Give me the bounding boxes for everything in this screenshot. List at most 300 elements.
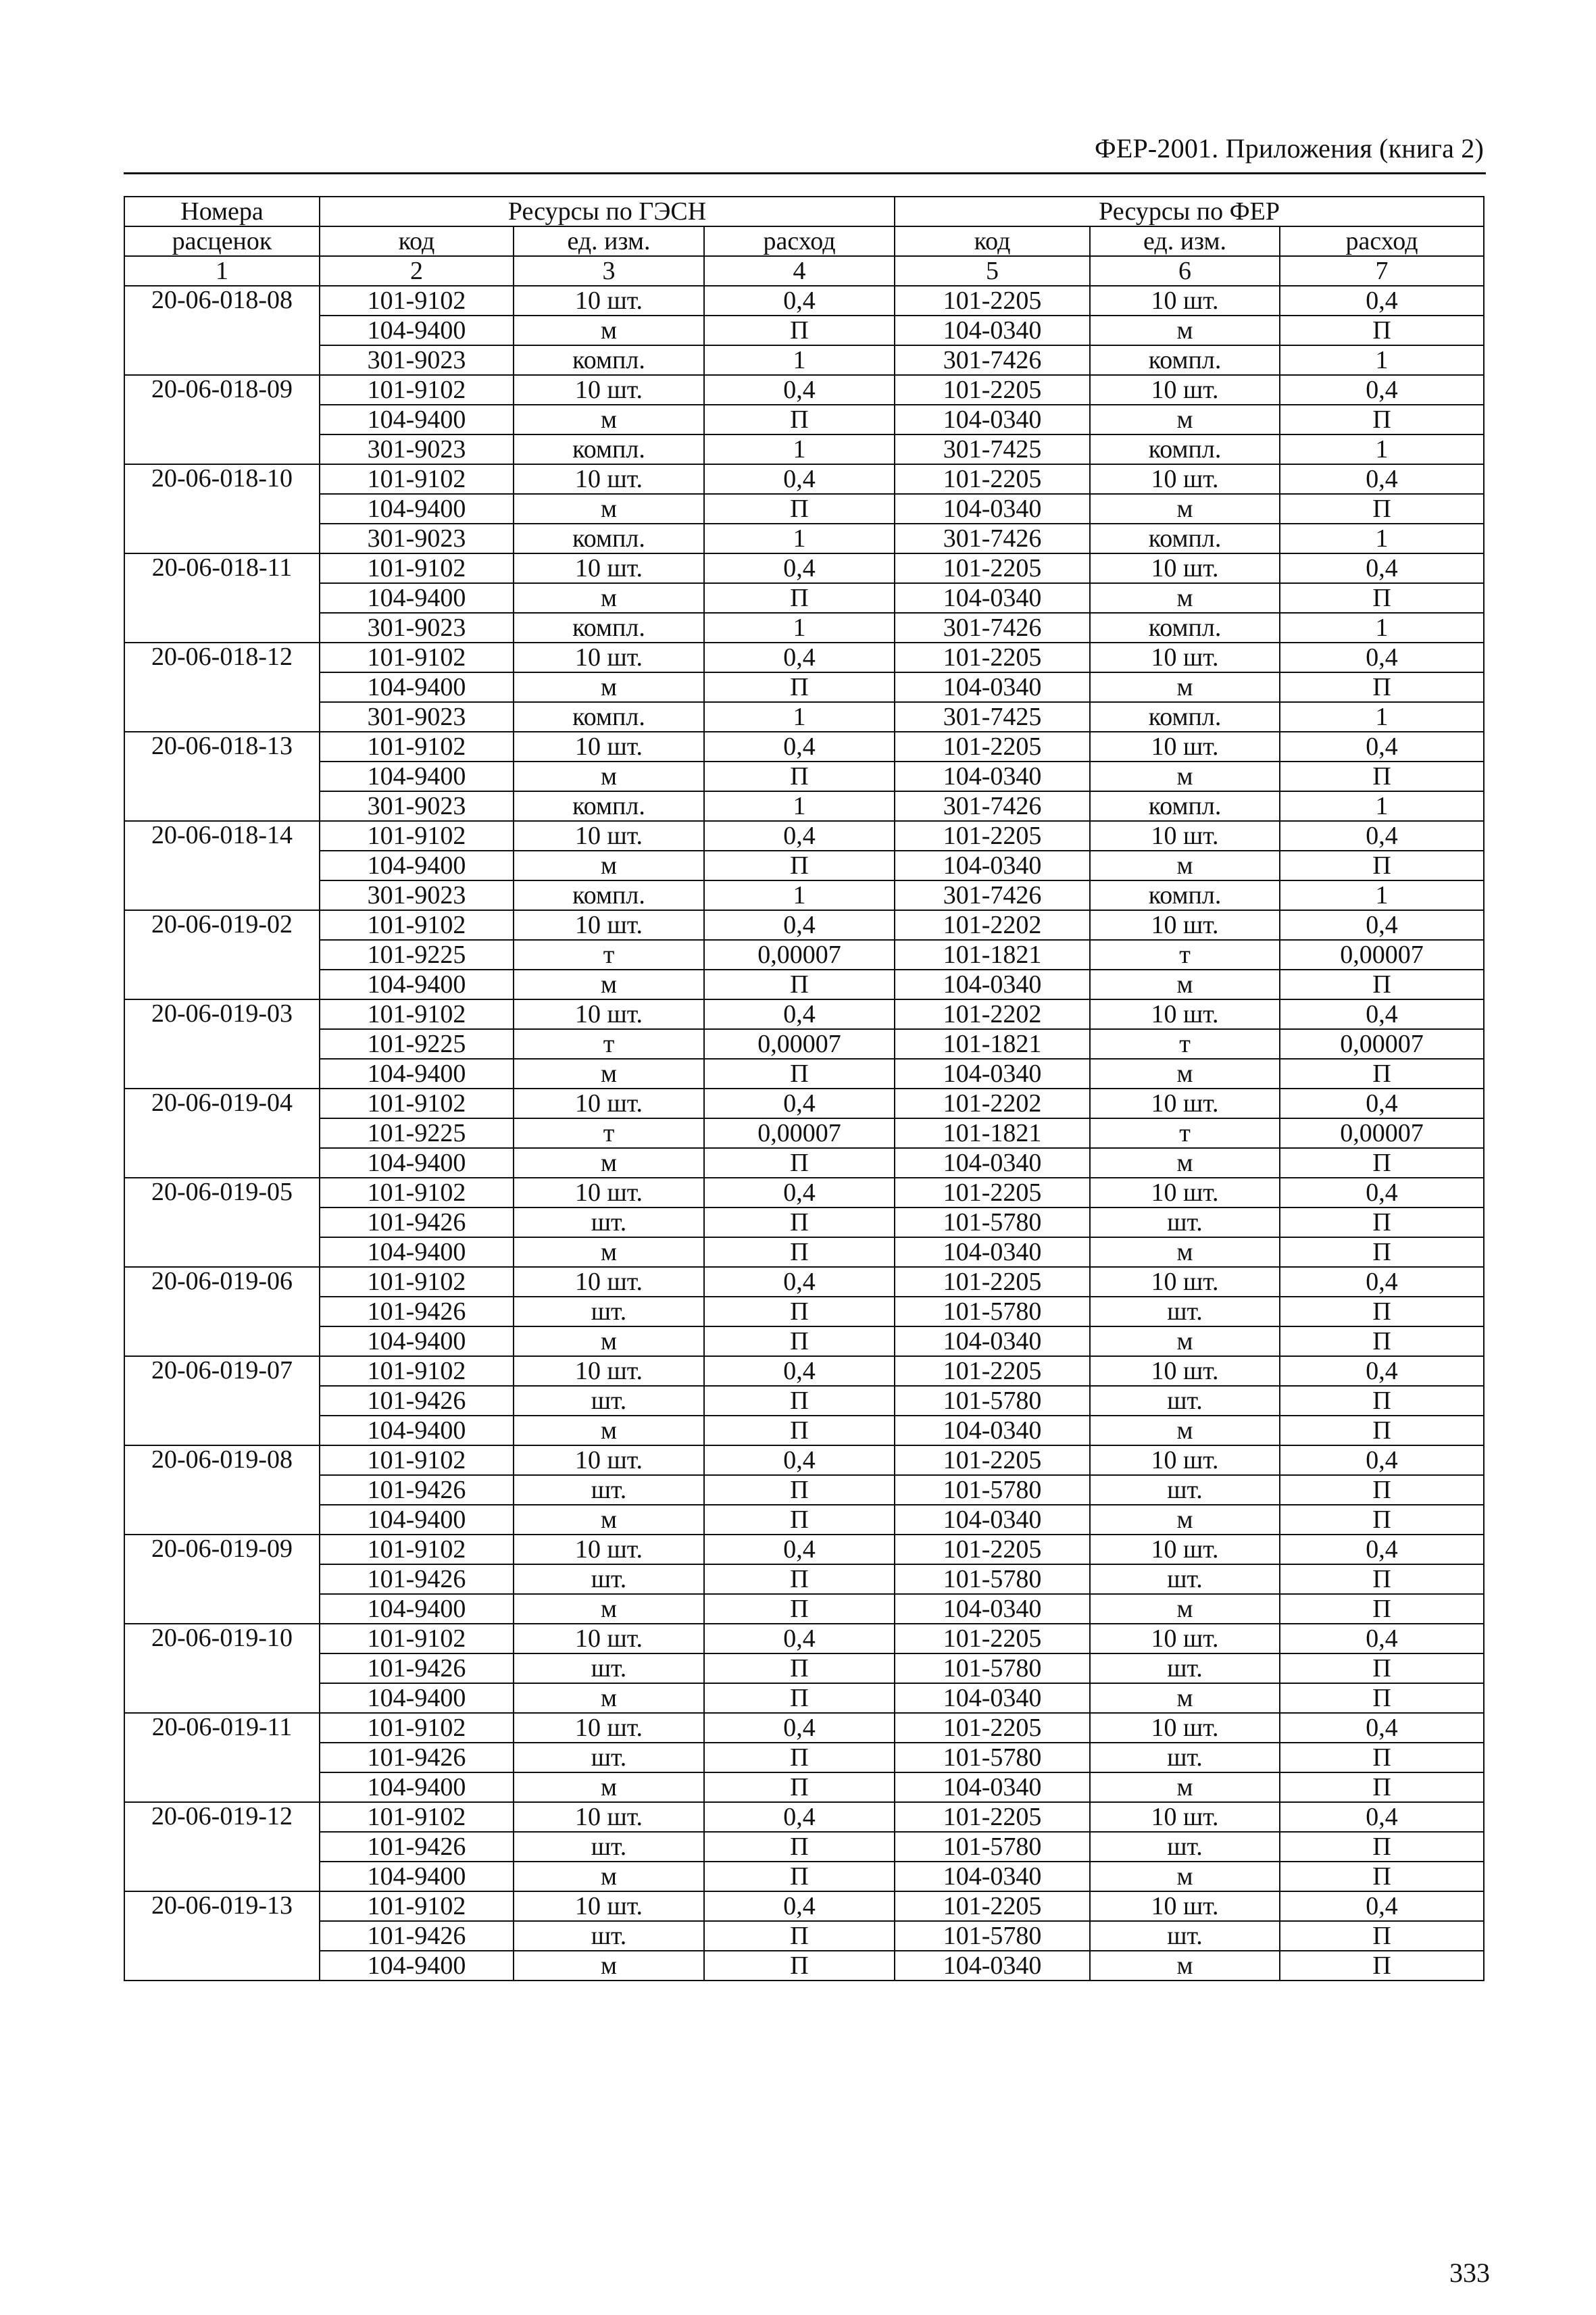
fer-unit-cell: м [1090,1326,1280,1356]
table-row [124,1356,1484,1386]
gesn-code-cell: 104-9400 [320,1683,514,1713]
table-row [124,405,1484,434]
table-row [124,1326,1484,1356]
gesn-unit-cell: шт. [514,1564,704,1594]
gesn-consumption-cell: П [704,1683,895,1713]
fer-consumption-cell: 1 [1280,791,1484,821]
gesn-unit-cell: шт. [514,1297,704,1326]
gesn-unit-cell: 10 шт. [514,1891,704,1921]
gesn-code-cell: 101-9225 [320,1118,514,1148]
gesn-consumption-cell: 0,4 [704,643,895,672]
fer-unit-cell: м [1090,851,1280,880]
table-row [124,375,1484,405]
table-row [124,880,1484,910]
gesn-consumption-cell: П [704,1832,895,1862]
gesn-unit-cell: 10 шт. [514,1445,704,1475]
rate-code-cell: 20-06-019-12 [124,1802,320,1891]
fer-consumption-cell: П [1280,494,1484,524]
fer-unit-cell: 10 шт. [1090,464,1280,494]
gesn-consumption-cell: 1 [704,791,895,821]
gesn-unit-cell: м [514,762,704,791]
gesn-code-cell: 101-9102 [320,286,514,316]
fer-consumption-cell: П [1280,1832,1484,1862]
gesn-unit-cell: 10 шт. [514,1356,704,1386]
fer-unit-cell: м [1090,494,1280,524]
gesn-consumption-cell: 0,4 [704,1356,895,1386]
fer-unit-cell: т [1090,940,1280,970]
fer-unit-cell: компл. [1090,613,1280,643]
gesn-unit-cell: 10 шт. [514,553,704,583]
table-row [124,1891,1484,1921]
gesn-unit-cell: 10 шт. [514,910,704,940]
gesn-code-cell: 101-9102 [320,1891,514,1921]
fer-consumption-cell: П [1280,1475,1484,1505]
fer-code-cell: 104-0340 [895,851,1090,880]
fer-unit-cell: 10 шт. [1090,1089,1280,1118]
table-row [124,1951,1484,1981]
gesn-unit-cell: м [514,1951,704,1981]
fer-unit-cell: шт. [1090,1475,1280,1505]
gesn-code-cell: 104-9400 [320,1148,514,1178]
fer-code-cell: 104-0340 [895,1416,1090,1445]
header-fer-consumption: расход [1280,226,1484,256]
gesn-unit-cell: 10 шт. [514,1089,704,1118]
column-number: 2 [320,256,514,286]
fer-code-cell: 101-2205 [895,553,1090,583]
gesn-consumption-cell: 0,4 [704,553,895,583]
gesn-code-cell: 101-9426 [320,1653,514,1683]
gesn-code-cell: 301-9023 [320,613,514,643]
gesn-code-cell: 101-9102 [320,1713,514,1743]
gesn-unit-cell: 10 шт. [514,1713,704,1743]
table-row [124,553,1484,583]
rate-code-cell: 20-06-018-14 [124,821,320,910]
gesn-unit-cell: шт. [514,1386,704,1416]
fer-consumption-cell: П [1280,970,1484,999]
gesn-consumption-cell: 0,4 [704,1802,895,1832]
gesn-code-cell: 101-9102 [320,1356,514,1386]
fer-unit-cell: м [1090,672,1280,702]
fer-code-cell: 104-0340 [895,762,1090,791]
fer-consumption-cell: П [1280,1653,1484,1683]
table-row [124,1505,1484,1535]
fer-unit-cell: м [1090,583,1280,613]
gesn-unit-cell: 10 шт. [514,464,704,494]
gesn-code-cell: 104-9400 [320,851,514,880]
fer-unit-cell: 10 шт. [1090,1356,1280,1386]
fer-code-cell: 104-0340 [895,1594,1090,1624]
gesn-unit-cell: компл. [514,434,704,464]
gesn-unit-cell: м [514,1505,704,1535]
table-row [124,613,1484,643]
gesn-code-cell: 101-9426 [320,1832,514,1862]
gesn-unit-cell: 10 шт. [514,643,704,672]
fer-code-cell: 101-2205 [895,1624,1090,1653]
gesn-consumption-cell: П [704,1921,895,1951]
table-row [124,910,1484,940]
fer-code-cell: 101-2205 [895,1445,1090,1475]
fer-unit-cell: шт. [1090,1653,1280,1683]
gesn-consumption-cell: 0,4 [704,999,895,1029]
fer-code-cell: 104-0340 [895,1148,1090,1178]
fer-unit-cell: м [1090,1059,1280,1089]
gesn-code-cell: 101-9102 [320,1802,514,1832]
gesn-code-cell: 101-9426 [320,1297,514,1326]
table-row [124,1683,1484,1713]
fer-consumption-cell: П [1280,1237,1484,1267]
fer-unit-cell: м [1090,970,1280,999]
fer-unit-cell: 10 шт. [1090,643,1280,672]
fer-consumption-cell: П [1280,1416,1484,1445]
gesn-unit-cell: м [514,1683,704,1713]
fer-consumption-cell: П [1280,405,1484,434]
table-row [124,970,1484,999]
gesn-consumption-cell: 0,4 [704,464,895,494]
fer-code-cell: 301-7426 [895,345,1090,375]
gesn-consumption-cell: 0,4 [704,1713,895,1743]
fer-code-cell: 101-2202 [895,910,1090,940]
fer-code-cell: 101-2205 [895,1178,1090,1208]
gesn-code-cell: 301-9023 [320,345,514,375]
rate-code-cell: 20-06-019-03 [124,999,320,1089]
gesn-code-cell: 301-9023 [320,434,514,464]
fer-code-cell: 101-2205 [895,732,1090,762]
gesn-consumption-cell: 1 [704,880,895,910]
table-row [124,1862,1484,1891]
gesn-code-cell: 104-9400 [320,1326,514,1356]
fer-unit-cell: м [1090,1594,1280,1624]
table-row [124,702,1484,732]
gesn-consumption-cell: 0,4 [704,1535,895,1564]
fer-consumption-cell: 0,4 [1280,1267,1484,1297]
gesn-unit-cell: шт. [514,1475,704,1505]
gesn-unit-cell: шт. [514,1832,704,1862]
fer-consumption-cell: П [1280,1148,1484,1178]
fer-unit-cell: шт. [1090,1386,1280,1416]
fer-consumption-cell: 0,4 [1280,1624,1484,1653]
table-row [124,1535,1484,1564]
fer-unit-cell: шт. [1090,1208,1280,1237]
gesn-unit-cell: м [514,851,704,880]
fer-code-cell: 101-5780 [895,1832,1090,1862]
fer-unit-cell: шт. [1090,1564,1280,1594]
gesn-consumption-cell: П [704,762,895,791]
table-body [124,286,1484,1981]
gesn-code-cell: 104-9400 [320,762,514,791]
fer-unit-cell: 10 шт. [1090,553,1280,583]
table-row [124,464,1484,494]
gesn-code-cell: 104-9400 [320,1416,514,1445]
column-number: 1 [124,256,320,286]
table-row [124,1297,1484,1326]
fer-consumption-cell: П [1280,1772,1484,1802]
fer-consumption-cell: 1 [1280,434,1484,464]
fer-consumption-cell: 0,4 [1280,1713,1484,1743]
column-number: 7 [1280,256,1484,286]
gesn-code-cell: 101-9225 [320,1029,514,1059]
table-row [124,1029,1484,1059]
fer-code-cell: 104-0340 [895,1772,1090,1802]
fer-code-cell: 101-2205 [895,464,1090,494]
gesn-consumption-cell: П [704,1237,895,1267]
fer-code-cell: 101-2205 [895,286,1090,316]
fer-unit-cell: 10 шт. [1090,1802,1280,1832]
fer-consumption-cell: П [1280,1059,1484,1089]
table-row [124,1713,1484,1743]
gesn-unit-cell: м [514,405,704,434]
gesn-unit-cell: м [514,1326,704,1356]
fer-consumption-cell: 1 [1280,613,1484,643]
gesn-code-cell: 101-9225 [320,940,514,970]
gesn-consumption-cell: 0,00007 [704,940,895,970]
gesn-code-cell: 101-9426 [320,1475,514,1505]
fer-consumption-cell: П [1280,1594,1484,1624]
fer-code-cell: 101-2205 [895,375,1090,405]
fer-consumption-cell: 0,4 [1280,999,1484,1029]
table-row [124,1921,1484,1951]
fer-consumption-cell: П [1280,583,1484,613]
resources-table [124,196,1485,1981]
rate-code-cell: 20-06-018-10 [124,464,320,553]
fer-consumption-cell: 1 [1280,880,1484,910]
fer-code-cell: 104-0340 [895,494,1090,524]
gesn-unit-cell: шт. [514,1208,704,1237]
gesn-code-cell: 101-9426 [320,1386,514,1416]
gesn-consumption-cell: П [704,1653,895,1683]
gesn-consumption-cell: П [704,1059,895,1089]
gesn-consumption-cell: 1 [704,345,895,375]
fer-code-cell: 101-5780 [895,1653,1090,1683]
fer-unit-cell: т [1090,1118,1280,1148]
gesn-unit-cell: м [514,1059,704,1089]
fer-consumption-cell: 0,4 [1280,464,1484,494]
fer-code-cell: 101-2205 [895,1713,1090,1743]
table-row [124,791,1484,821]
gesn-code-cell: 104-9400 [320,1594,514,1624]
rate-code-cell: 20-06-019-10 [124,1624,320,1713]
table-row [124,434,1484,464]
gesn-consumption-cell: П [704,1862,895,1891]
gesn-code-cell: 104-9400 [320,1237,514,1267]
table-row [124,1267,1484,1297]
table-row [124,1445,1484,1475]
gesn-code-cell: 104-9400 [320,1059,514,1089]
column-number-row [124,256,1484,286]
gesn-code-cell: 301-9023 [320,524,514,553]
gesn-consumption-cell: 0,4 [704,732,895,762]
gesn-consumption-cell: П [704,1772,895,1802]
table-row [124,1118,1484,1148]
gesn-code-cell: 101-9102 [320,1267,514,1297]
gesn-unit-cell: м [514,1594,704,1624]
rate-code-cell: 20-06-019-08 [124,1445,320,1535]
column-number: 4 [704,256,895,286]
fer-code-cell: 104-0340 [895,1951,1090,1981]
gesn-unit-cell: м [514,1772,704,1802]
gesn-unit-cell: м [514,970,704,999]
fer-consumption-cell: 0,4 [1280,821,1484,851]
fer-unit-cell: м [1090,1862,1280,1891]
fer-unit-cell: т [1090,1029,1280,1059]
table-row [124,762,1484,791]
gesn-consumption-cell: 0,4 [704,1624,895,1653]
gesn-consumption-cell: П [704,851,895,880]
fer-consumption-cell: 0,4 [1280,1178,1484,1208]
fer-unit-cell: м [1090,1148,1280,1178]
fer-consumption-cell: 0,4 [1280,732,1484,762]
fer-unit-cell: м [1090,405,1280,434]
table-row [124,1653,1484,1683]
fer-unit-cell: 10 шт. [1090,375,1280,405]
gesn-code-cell: 301-9023 [320,880,514,910]
gesn-unit-cell: м [514,1148,704,1178]
gesn-unit-cell: компл. [514,791,704,821]
header-fer: Ресурсы по ФЕР [895,197,1484,226]
fer-consumption-cell: 0,4 [1280,1089,1484,1118]
table-row [124,1475,1484,1505]
gesn-code-cell: 104-9400 [320,1772,514,1802]
table-row [124,1386,1484,1416]
table-row [124,1624,1484,1653]
fer-unit-cell: 10 шт. [1090,1891,1280,1921]
table-row [124,821,1484,851]
fer-code-cell: 301-7425 [895,702,1090,732]
page-header-title: ФЕР-2001. Приложения (книга 2) [1095,133,1484,164]
gesn-consumption-cell: 0,00007 [704,1118,895,1148]
fer-consumption-cell: 0,4 [1280,1356,1484,1386]
column-number: 6 [1090,256,1280,286]
gesn-code-cell: 101-9102 [320,910,514,940]
gesn-consumption-cell: 0,4 [704,910,895,940]
gesn-unit-cell: шт. [514,1921,704,1951]
fer-consumption-cell: 0,4 [1280,643,1484,672]
fer-unit-cell: 10 шт. [1090,1178,1280,1208]
fer-unit-cell: м [1090,1416,1280,1445]
rate-code-cell: 20-06-018-08 [124,286,320,375]
gesn-consumption-cell: 0,4 [704,1891,895,1921]
gesn-code-cell: 101-9426 [320,1921,514,1951]
fer-code-cell: 301-7426 [895,791,1090,821]
gesn-consumption-cell: 0,4 [704,375,895,405]
gesn-consumption-cell: П [704,1208,895,1237]
fer-unit-cell: 10 шт. [1090,1624,1280,1653]
gesn-consumption-cell: П [704,1743,895,1772]
fer-code-cell: 101-5780 [895,1921,1090,1951]
gesn-code-cell: 101-9102 [320,1535,514,1564]
fer-consumption-cell: 1 [1280,702,1484,732]
fer-unit-cell: м [1090,316,1280,345]
gesn-unit-cell: компл. [514,880,704,910]
fer-code-cell: 101-5780 [895,1386,1090,1416]
fer-unit-cell: компл. [1090,345,1280,375]
fer-code-cell: 104-0340 [895,1237,1090,1267]
fer-consumption-cell: 0,00007 [1280,940,1484,970]
gesn-unit-cell: 10 шт. [514,999,704,1029]
gesn-code-cell: 101-9102 [320,821,514,851]
gesn-code-cell: 101-9102 [320,1445,514,1475]
header-divider [124,172,1486,174]
fer-code-cell: 101-2205 [895,1267,1090,1297]
gesn-consumption-cell: П [704,1951,895,1981]
table-row [124,1564,1484,1594]
table-row [124,732,1484,762]
gesn-consumption-cell: 0,4 [704,286,895,316]
table-row [124,999,1484,1029]
table-row [124,524,1484,553]
header-gesn-consumption: расход [704,226,895,256]
gesn-unit-cell: м [514,672,704,702]
gesn-unit-cell: шт. [514,1743,704,1772]
gesn-unit-cell: 10 шт. [514,286,704,316]
fer-consumption-cell: П [1280,762,1484,791]
gesn-consumption-cell: П [704,1148,895,1178]
gesn-code-cell: 301-9023 [320,791,514,821]
fer-unit-cell: 10 шт. [1090,1445,1280,1475]
gesn-consumption-cell: П [704,970,895,999]
gesn-unit-cell: 10 шт. [514,1535,704,1564]
fer-code-cell: 104-0340 [895,1059,1090,1089]
fer-consumption-cell: 1 [1280,345,1484,375]
rate-code-cell: 20-06-018-12 [124,643,320,732]
gesn-unit-cell: 10 шт. [514,1178,704,1208]
table-row [124,1594,1484,1624]
rate-code-cell: 20-06-018-13 [124,732,320,821]
fer-consumption-cell: П [1280,1297,1484,1326]
fer-code-cell: 101-1821 [895,1118,1090,1148]
gesn-unit-cell: 10 шт. [514,732,704,762]
fer-unit-cell: компл. [1090,880,1280,910]
gesn-consumption-cell: П [704,672,895,702]
gesn-consumption-cell: П [704,1475,895,1505]
gesn-consumption-cell: П [704,1297,895,1326]
fer-code-cell: 301-7425 [895,434,1090,464]
gesn-code-cell: 101-9102 [320,464,514,494]
fer-unit-cell: м [1090,1772,1280,1802]
fer-code-cell: 104-0340 [895,1326,1090,1356]
gesn-unit-cell: компл. [514,524,704,553]
fer-code-cell: 104-0340 [895,672,1090,702]
fer-unit-cell: м [1090,762,1280,791]
gesn-code-cell: 101-9102 [320,643,514,672]
fer-consumption-cell: 0,4 [1280,1445,1484,1475]
fer-code-cell: 101-2205 [895,1356,1090,1386]
fer-code-cell: 301-7426 [895,880,1090,910]
header-row [124,226,1484,256]
gesn-code-cell: 104-9400 [320,672,514,702]
fer-unit-cell: шт. [1090,1921,1280,1951]
gesn-code-cell: 104-9400 [320,1951,514,1981]
gesn-code-cell: 104-9400 [320,583,514,613]
fer-code-cell: 101-5780 [895,1564,1090,1594]
fer-consumption-cell: 0,00007 [1280,1118,1484,1148]
gesn-consumption-cell: П [704,1505,895,1535]
fer-code-cell: 104-0340 [895,1683,1090,1713]
fer-code-cell: 101-2205 [895,1891,1090,1921]
fer-unit-cell: 10 шт. [1090,1267,1280,1297]
fer-code-cell: 101-5780 [895,1475,1090,1505]
header-gesn-code: код [320,226,514,256]
table-row [124,1416,1484,1445]
gesn-consumption-cell: П [704,1416,895,1445]
table-row [124,1772,1484,1802]
fer-unit-cell: шт. [1090,1297,1280,1326]
table-row [124,1178,1484,1208]
gesn-consumption-cell: 0,4 [704,1267,895,1297]
fer-unit-cell: компл. [1090,702,1280,732]
gesn-code-cell: 104-9400 [320,405,514,434]
fer-consumption-cell: П [1280,1505,1484,1535]
gesn-unit-cell: 10 шт. [514,1624,704,1653]
